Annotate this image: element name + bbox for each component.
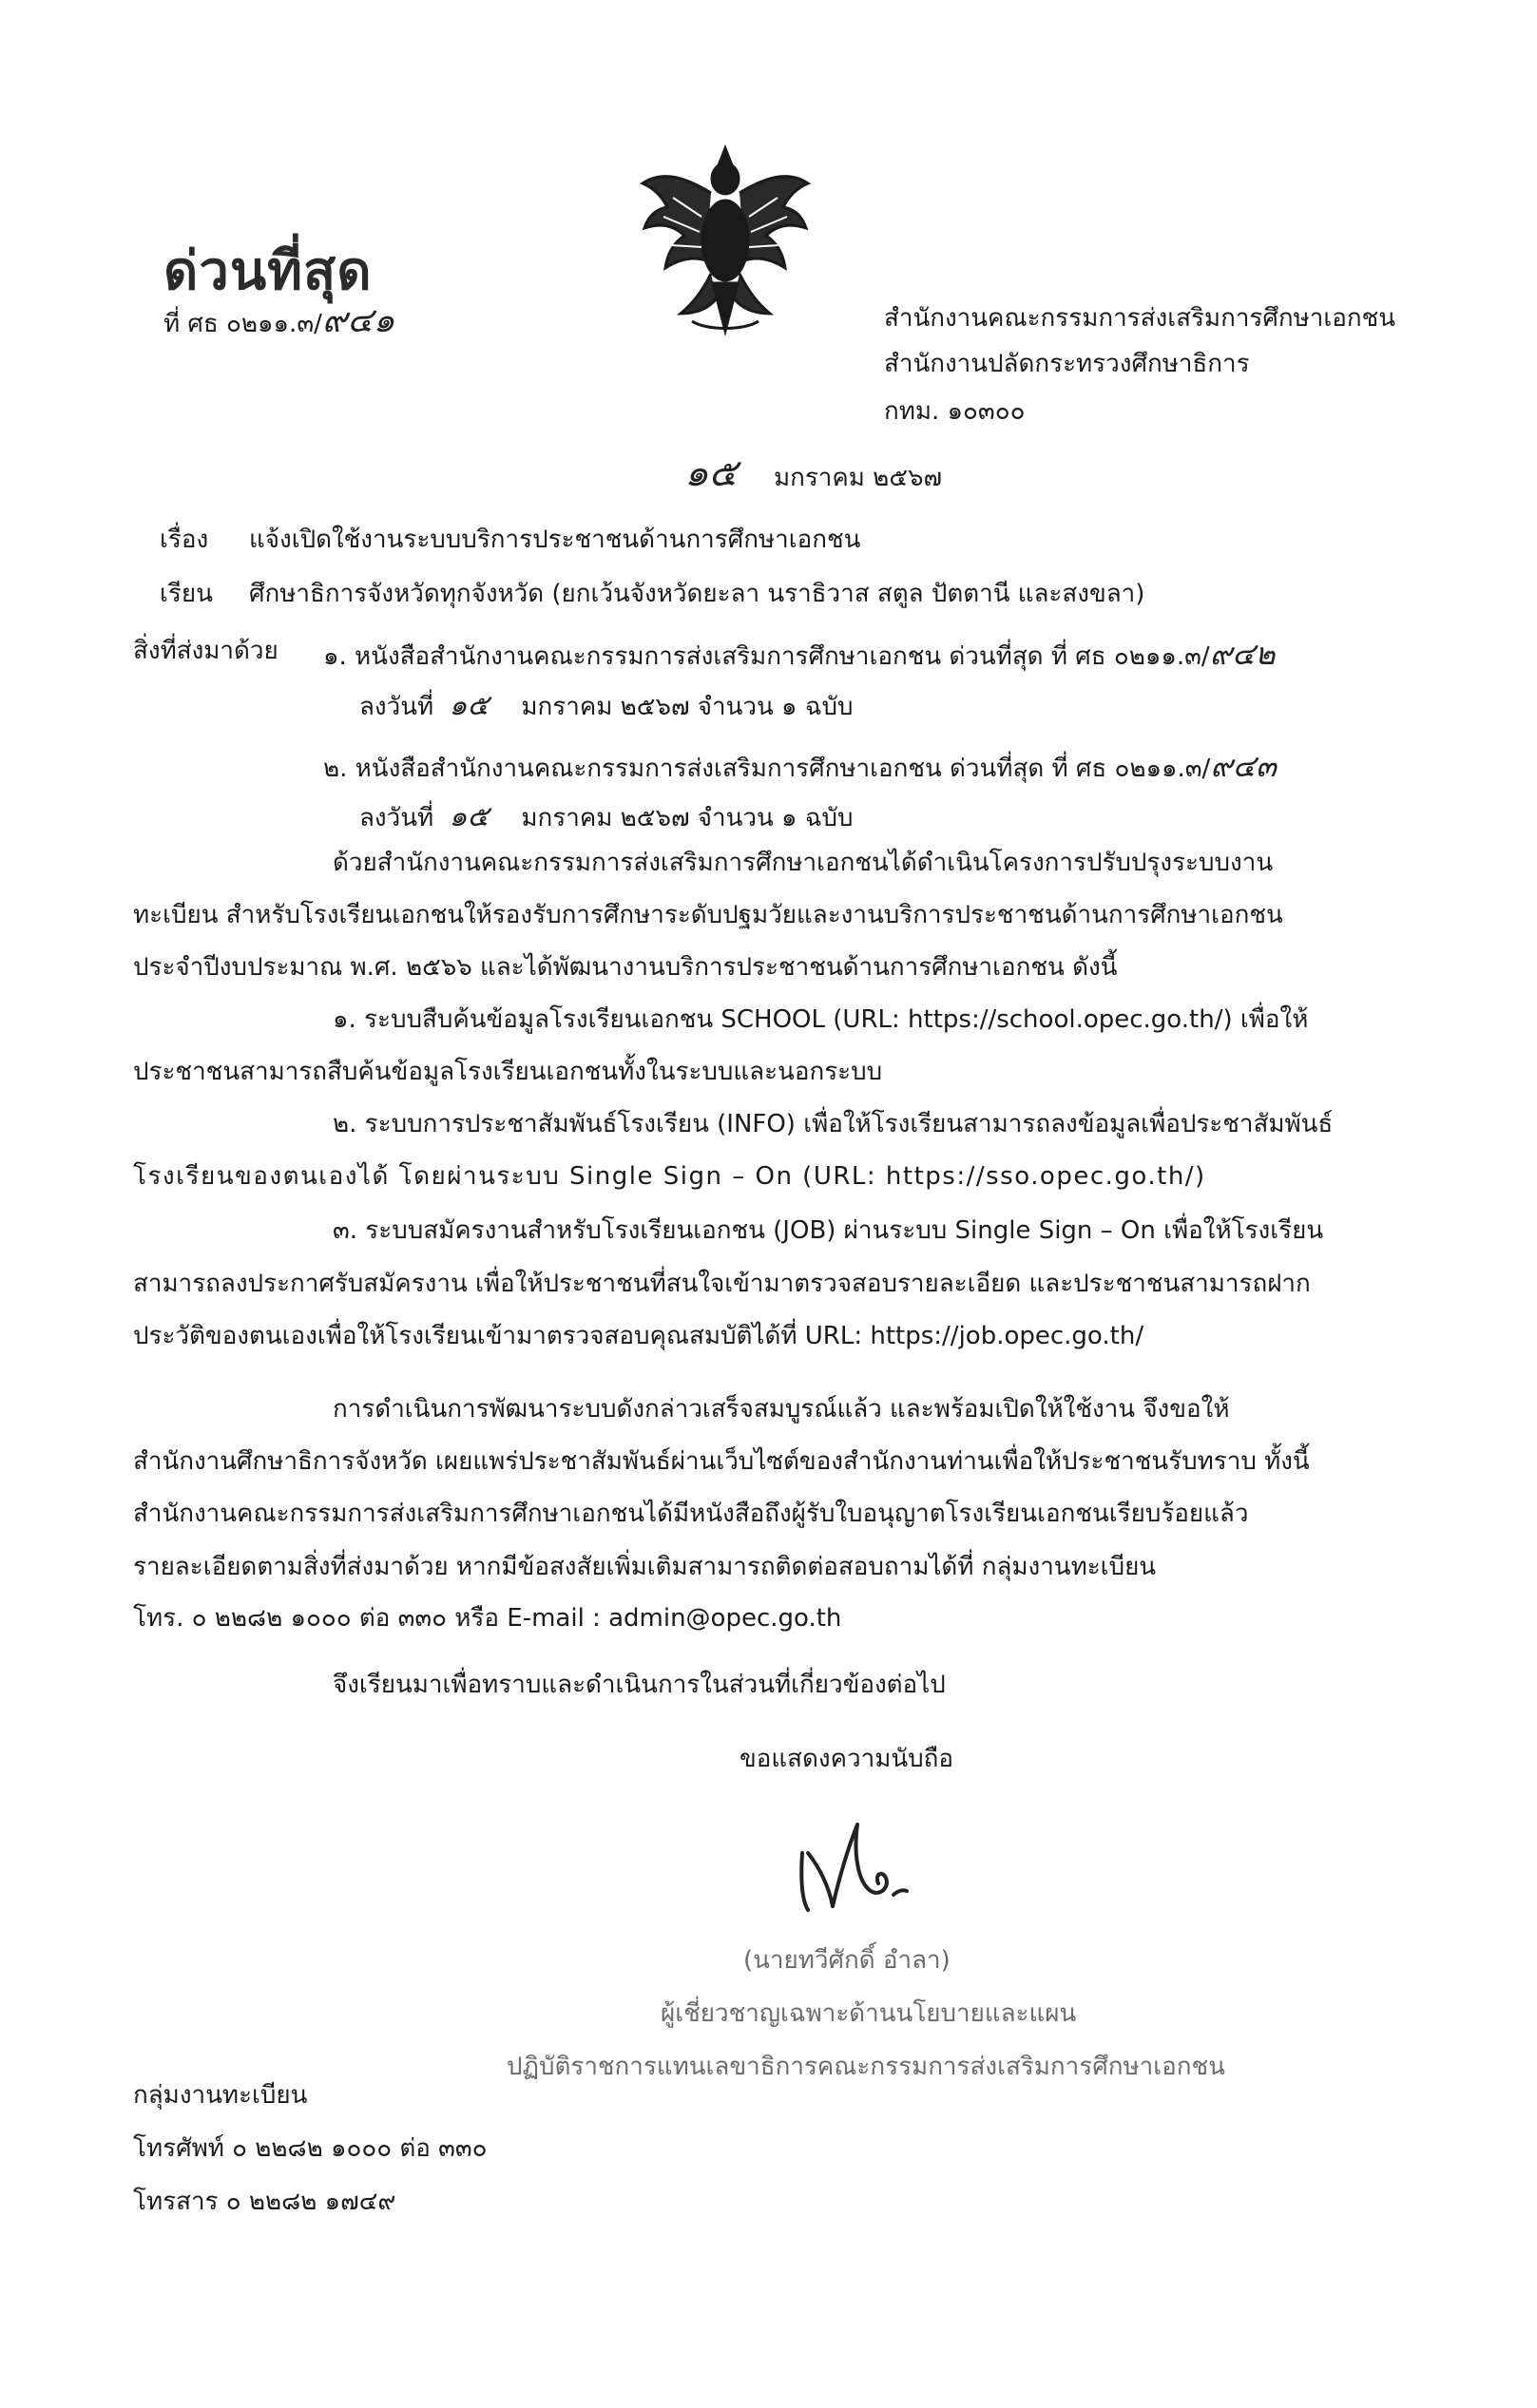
enclosure-2-line-1 — [323, 748, 1277, 784]
enclosure-1-line-2 — [359, 689, 854, 722]
doc-number-prefix: ที่ ศธ ๐๒๑๑.๓/ — [163, 310, 322, 338]
salutation: ขอแสดงความนับถือ — [740, 1745, 953, 1773]
body-p2-line-4: รายละเอียดตามสิ่งที่ส่งมาด้วย หากมีข้อสงสัยเพิ่มเติมสามารถติดต่อสอบถามได้ที่ กลุ่มงานทะเบียน — [133, 1553, 1157, 1581]
closing-request: จึงเรียนมาเพื่อทราบและดำเนินการในส่วนที่เกี่ยวข้องต่อไป — [333, 1671, 946, 1699]
enclosure-2-text: ๒. หนังสือสำนักงานคณะกรรมการส่งเสริมการศึกษาเอกชน ด่วนที่สุด ที่ ศธ ๐๒๑๑.๓/ — [323, 755, 1211, 783]
signer-name: (นายทวีศักดิ์ อำลา) — [743, 1946, 951, 1975]
subject-text: แจ้งเปิดใช้งานระบบบริการประชาชนด้านการศึกษาเอกชน — [249, 526, 861, 554]
subject-label: เรื่อง — [160, 526, 209, 554]
footer-phone: โทรศัพท์ ๐ ๒๒๘๒ ๑๐๐๐ ต่อ ๓๓๐ — [133, 2134, 488, 2163]
date-month-year: มกราคม ๒๕๖๗ — [773, 464, 943, 492]
body-item2-line-1: ๒. ระบบการประชาสัมพันธ์โรงเรียน (INFO) เพื่อให้โรงเรียนสามารถลงข้อมูลเพื่อประชาสัมพันธ์ — [333, 1110, 1334, 1138]
enclosure-1-handwritten-no: ๙๔๒ — [1209, 636, 1276, 672]
body-item2-line-2: โรงเรียนของตนเองได้ โดยผ่านระบบ Single Sign – On (URL: https://sso.opec.go.th/) — [133, 1162, 1206, 1191]
enclosure-1-handwritten-day: ๑๕ — [449, 689, 490, 722]
issuer-line-2: สำนักงานปลัดกระทรวงศึกษาธิการ — [884, 350, 1250, 378]
body-p2-line-3: สำนักงานคณะกรรมการส่งเสริมการศึกษาเอกชนได้มีหนังสือถึงผู้รับใบอนุญาตโรงเรียนเอกชนเรียบร้อยแล้ว — [133, 1500, 1249, 1528]
signer-position-1: ผู้เชี่ยวชาญเฉพาะด้านนโยบายและแผน — [661, 1999, 1077, 2028]
garuda-emblem-icon — [635, 141, 816, 340]
body-item1-line-2: ประชาชนสามารถสืบค้นข้อมูลโรงเรียนเอกชนทั้งในระบบและนอกระบบ — [133, 1058, 883, 1086]
footer-department: กลุ่มงานทะเบียน — [133, 2081, 308, 2110]
body-item1-line-1: ๑. ระบบสืบค้นข้อมูลโรงเรียนเอกชน SCHOOL (URL: https://school.opec.go.th/) เพื่อให้ — [333, 1005, 1309, 1034]
enclosure-2-line-2 — [359, 800, 854, 833]
enclosure-1-line-1 — [323, 636, 1276, 672]
doc-number — [163, 301, 395, 340]
body-item3-line-2: สามารถลงประกาศรับสมัครงาน เพื่อให้ประชาชนที่สนใจเข้ามาตรวจสอบรายละเอียด และประชาชนสามารถฝาก — [133, 1270, 1311, 1298]
handwritten-signature-icon — [791, 1815, 914, 1920]
body-p1-line-2: ทะเบียน สำหรับโรงเรียนเอกชนให้รองรับการศึกษาระดับปฐมวัยและงานบริการประชาชนด้านการศึกษาเอกชน — [133, 901, 1283, 929]
enclosure-1-date-prefix: ลงวันที่ — [359, 693, 434, 721]
enclosure-2-handwritten-day: ๑๕ — [449, 800, 490, 833]
recipient-text: ศึกษาธิการจังหวัดทุกจังหวัด (ยกเว้นจังหวัดยะลา นราธิวาส สตูล ปัตตานี และสงขลา) — [249, 580, 1145, 608]
enclosure-2-date-prefix: ลงวันที่ — [359, 804, 434, 832]
doc-number-handwritten: ๙๔๑ — [321, 301, 395, 340]
body-p2-line-5: โทร. ๐ ๒๒๘๒ ๑๐๐๐ ต่อ ๓๓๐ หรือ E-mail : admin@opec.go.th — [133, 1604, 842, 1633]
urgency-label: ด่วนที่สุด — [163, 240, 373, 302]
body-p2-line-1: การดำเนินการพัฒนาระบบดังกล่าวเสร็จสมบูรณ์แล้ว และพร้อมเปิดให้ใช้งาน จึงขอให้ — [333, 1395, 1230, 1424]
issuer-line-3: กทม. ๑๐๓๐๐ — [884, 397, 1026, 426]
document-date — [684, 451, 943, 495]
enclosures-label: สิ่งที่ส่งมาด้วย — [133, 637, 279, 665]
body-item3-line-1: ๓. ระบบสมัครงานสำหรับโรงเรียนเอกชน (JOB) ผ่านระบบ Single Sign – On เพื่อให้โรงเรียน — [333, 1216, 1324, 1245]
issuer-line-1: สำนักงานคณะกรรมการส่งเสริมการศึกษาเอกชน — [884, 304, 1396, 333]
body-p1-line-1: ด้วยสำนักงานคณะกรรมการส่งเสริมการศึกษาเอกชนได้ดำเนินโครงการปรับปรุงระบบงาน — [333, 849, 1274, 877]
recipient-label: เรียน — [160, 580, 213, 608]
footer-fax: โทรสาร ๐ ๒๒๘๒ ๑๗๔๙ — [133, 2188, 396, 2216]
signer-position-2: ปฏิบัติราชการแทนเลขาธิการคณะกรรมการส่งเสริมการศึกษาเอกชน — [507, 2053, 1225, 2081]
body-p1-line-3: ประจำปีงบประมาณ พ.ศ. ๒๕๖๖ และได้พัฒนางานบริการประชาชนด้านการศึกษาเอกชน ดังนี้ — [133, 953, 1118, 982]
body-p2-line-2: สำนักงานศึกษาธิการจังหวัด เผยแพร่ประชาสัมพันธ์ผ่านเว็บไซต์ของสำนักงานท่านเพื่อให้ประชาชนรับทราบ ทั้งนี้ — [133, 1447, 1310, 1476]
enclosure-1-date-rest: มกราคม ๒๕๖๗ จำนวน ๑ ฉบับ — [521, 693, 854, 721]
enclosure-2-handwritten-no: ๙๔๓ — [1210, 748, 1277, 784]
body-item3-line-3: ประวัติของตนเองเพื่อให้โรงเรียนเข้ามาตรวจสอบคุณสมบัติได้ที่ URL: https://job.opec.go.th/ — [133, 1322, 1144, 1350]
date-day-handwritten: ๑๕ — [684, 451, 738, 495]
enclosure-2-date-rest: มกราคม ๒๕๖๗ จำนวน ๑ ฉบับ — [521, 804, 854, 832]
enclosure-1-text: ๑. หนังสือสำนักงานคณะกรรมการส่งเสริมการศึกษาเอกชน ด่วนที่สุด ที่ ศธ ๐๒๑๑.๓/ — [323, 642, 1210, 671]
